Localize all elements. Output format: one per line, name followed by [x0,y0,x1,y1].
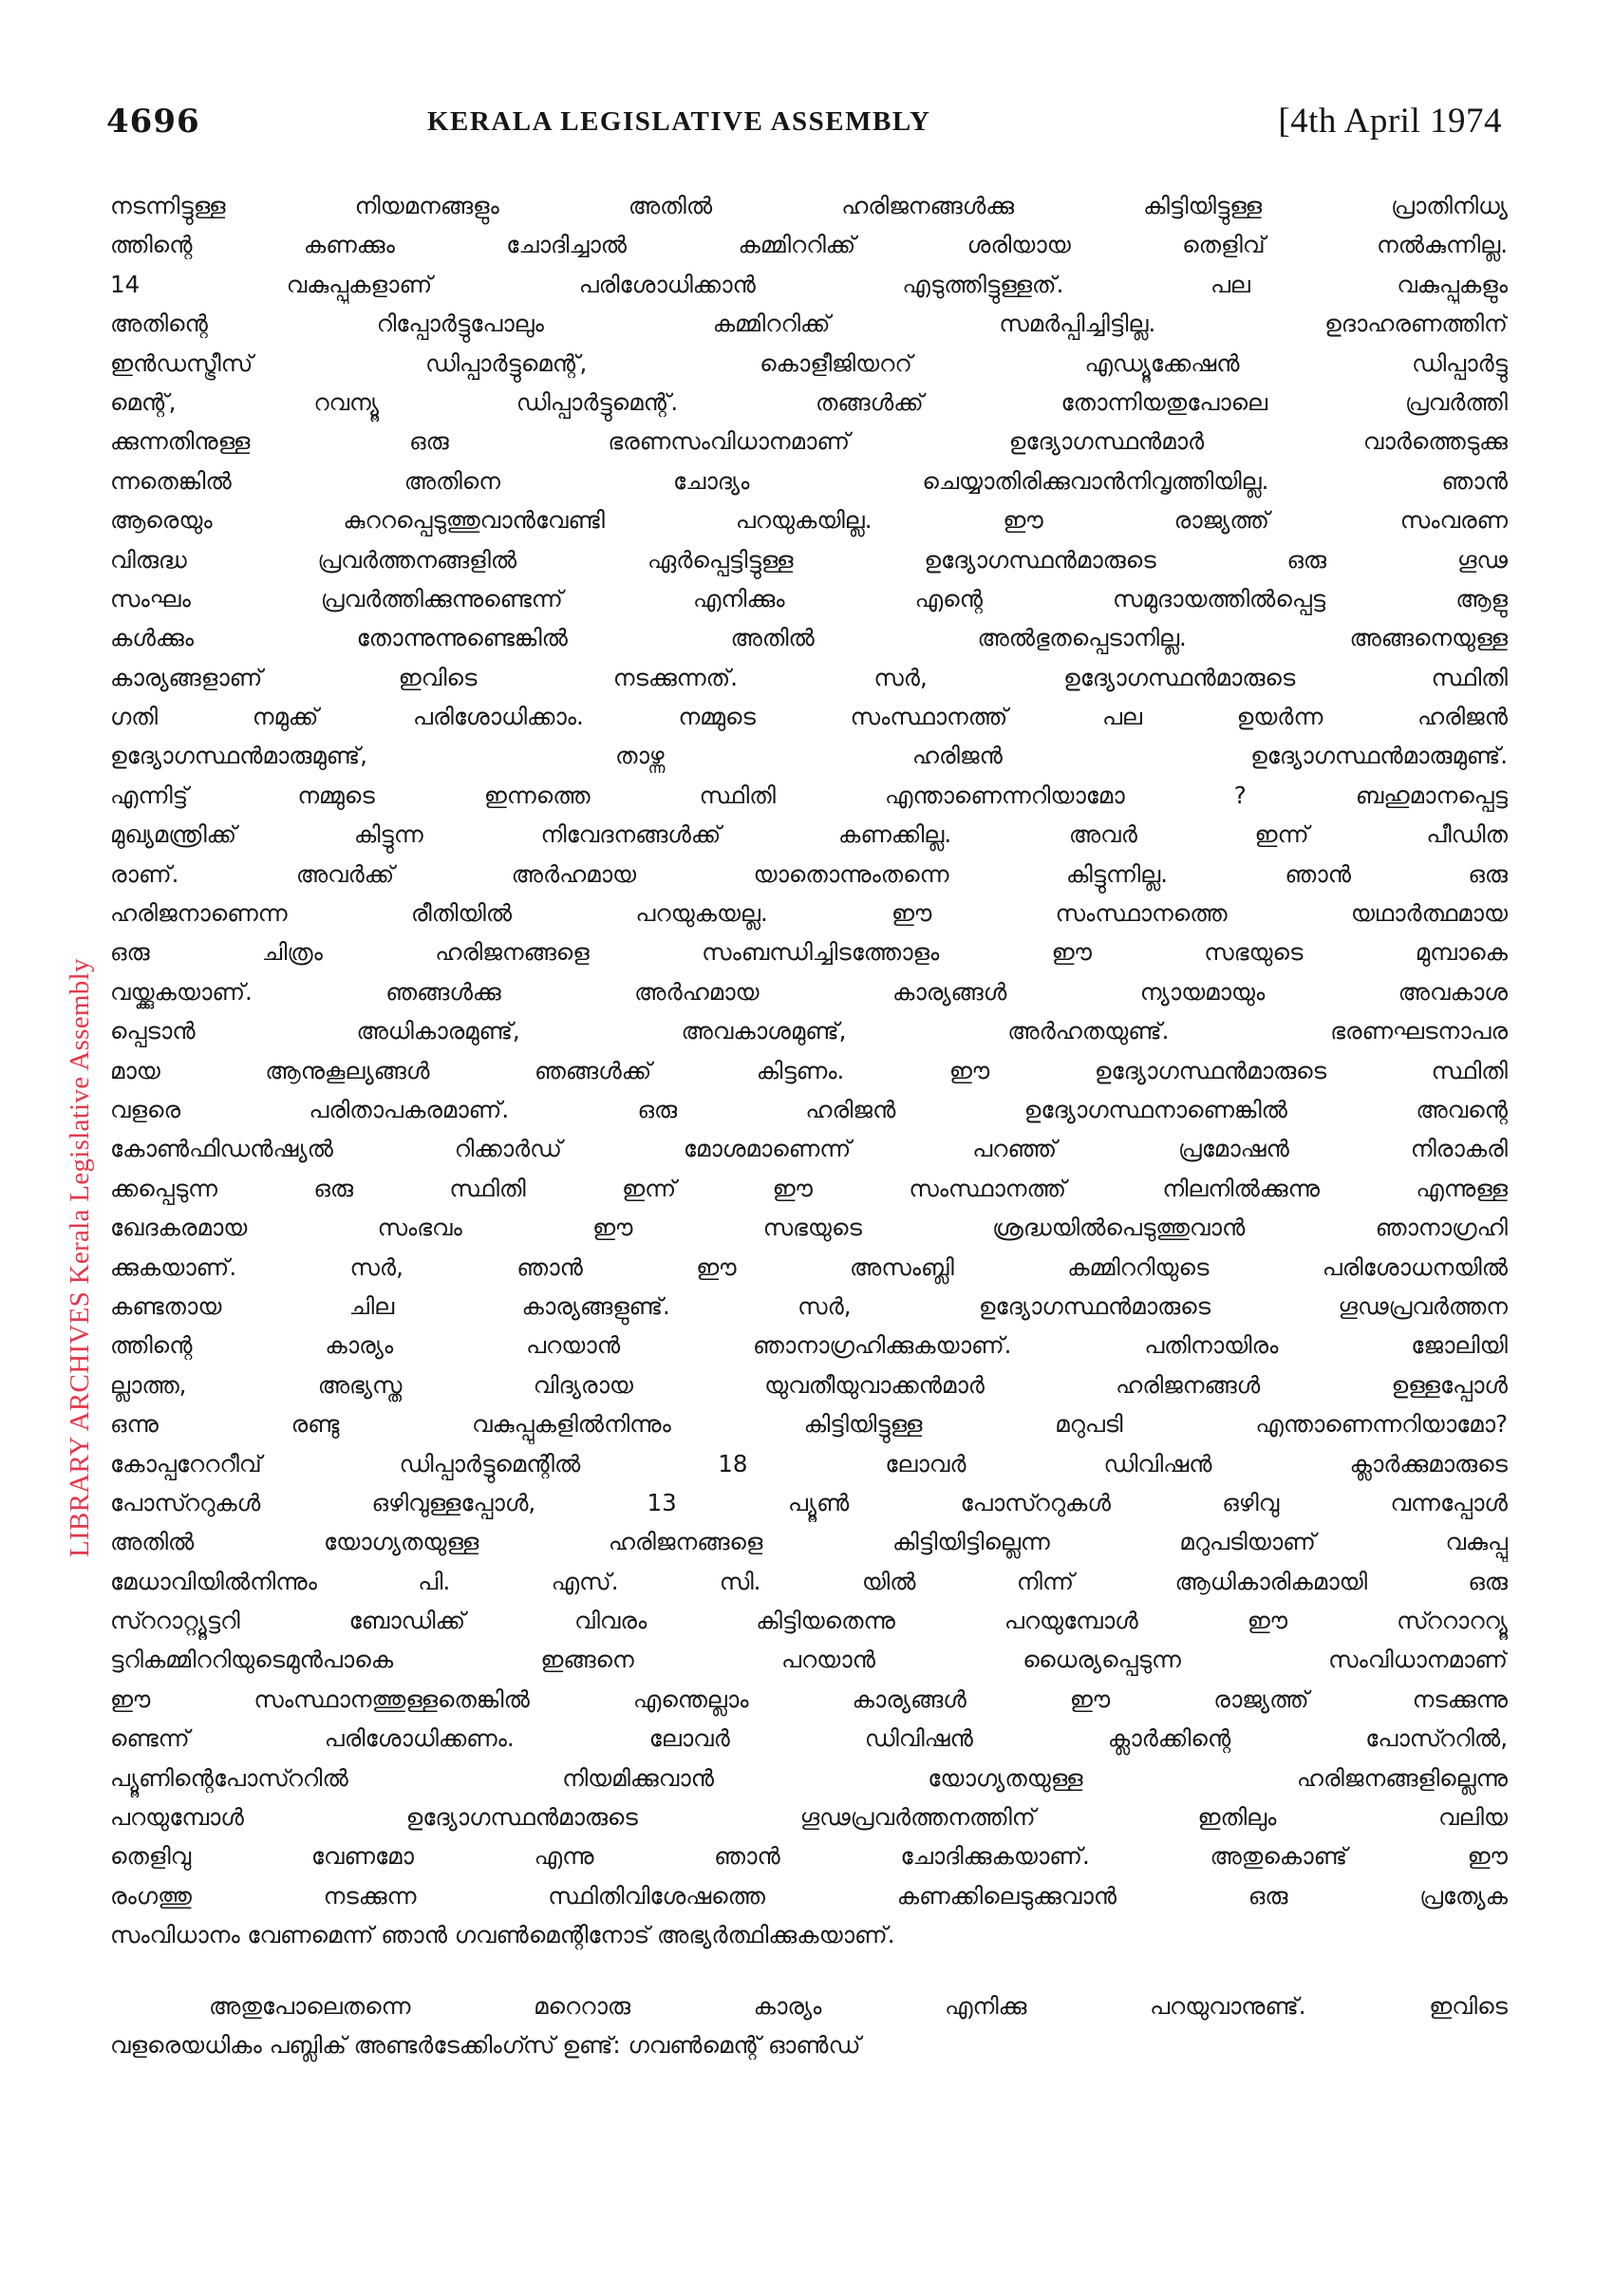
text-line: പറയുമ്പോൾ ഉദ്യോഗസ്ഥൻമാരുടെ ഗൂഢപ്രവർത്തനത്തിന് ഇതിലും വലിയ [110,1803,1508,1832]
text-line: സംഘം പ്രവർത്തിക്കുന്നുണ്ടെന്ന് എനിക്കും എന്റെ സമുദായത്തിൽപ്പെട്ട ആളു [110,584,1508,612]
text-line: ഹരിജനാണെന്ന രീതിയിൽ പറയുകയല്ല. ഈ സംസ്ഥാനത്തെ യഥാർത്ഥമായ [110,899,1508,928]
running-title: KERALA LEGISLATIVE ASSEMBLY [427,106,931,137]
text-line: കോപ്പറേററീവ് ഡിപ്പാർട്ടുമെന്റിൽ 18 ലോവർ ഡിവിഷൻ ക്ലാർക്കുമാരുടെ [110,1449,1508,1477]
text-line: ഒരു ചിത്രം ഹരിജനങ്ങളെ സംബന്ധിച്ചിടത്തോളം ഈ സഭയുടെ മുമ്പാകെ [110,938,1508,967]
text-line: ത്തിന്റെ കാര്യം പറയാൻ ഞാനാഗ്രഹിക്കുകയാണ്. പതിനായിരം ജോലിയി [110,1331,1508,1360]
text-line: എന്നിട്ട് നമ്മുടെ ഇന്നത്തെ സ്ഥിതി എന്താണെന്നറിയാമോ ? ബഹുമാനപ്പെട്ട [110,781,1508,809]
text-line: വളരെയധികം പബ്ലിക് അണ്ടർടേക്കിംഗ്സ് ഉണ്ട്: ഗവൺമെന്റ് ഓൺഡ് [110,2030,861,2059]
page-number: 4696 [106,103,200,141]
text-line: വയ്ക്കുകയാണ്. ഞങ്ങൾക്കു അർഹമായ കാര്യങ്ങൾ ന്യായമായും അവകാശ [110,977,1508,1006]
text-line: വളരെ പരിതാപകരമാണ്. ഒരു ഹരിജൻ ഉദ്യോഗസ്ഥനാണെങ്കിൽ അവന്റെ [110,1095,1508,1123]
text-line: ഒന്നു രണ്ടു വകുപ്പുകളിൽനിന്നും കിട്ടിയിട്ടുള്ള മറുപടി എന്താണെന്നറിയാമോ? [110,1410,1508,1439]
text-line: ഗതി നമുക്ക് പരിശോധിക്കാം. നമ്മുടെ സംസ്ഥാനത്ത് പല ഉയർന്ന ഹരിജൻ [110,703,1508,731]
paragraph [110,186,1508,1955]
text-line: ആരെയും കുററപ്പെടുത്തുവാൻവേണ്ടി പറയുകയില്ല. ഈ രാജ്യത്ത് സംവരണ [110,506,1508,535]
paragraph [110,1986,1508,2065]
text-line: ഇൻഡസ്ട്രീസ് ഡിപ്പാർട്ടുമെന്റ്, കൊളീജിയററ് എഡ്യൂക്കേഷൻ ഡിപ്പാർട്ടു [110,348,1508,377]
text-line: ന്നതെങ്കിൽ അതിനെ ചോദ്യം ചെയ്യാതിരിക്കുവാൻനിവൃത്തിയില്ല. ഞാൻ [110,466,1508,495]
text-line: ഈ സംസ്ഥാനത്തുള്ളതെങ്കിൽ എന്തെല്ലാം കാര്യങ്ങൾ ഈ രാജ്യത്ത് നടക്കുന്നു [110,1684,1508,1713]
paragraph-gap [110,1955,1508,1986]
text-line: ഖേദകരമായ സംഭവം ഈ സഭയുടെ ശ്രദ്ധയിൽപെടുത്തുവാൻ ഞാനാഗ്രഹി [110,1214,1508,1242]
text-line: ഉദ്യോഗസ്ഥൻമാരുമുണ്ട്, താഴ്ന്ന ഹരിജൻ ഉദ്യോഗസ്ഥൻമാരുമുണ്ട്. [110,742,1508,770]
text-line: ക്കപ്പെടുന്ന ഒരു സ്ഥിതി ഇന്ന് ഈ സംസ്ഥാനത്ത് നിലനിൽക്കുന്നു എന്നുള്ള [110,1174,1508,1202]
text-line: ട്ടറികമ്മിററിയുടെമുൻപാകെ ഇങ്ങനെ പറയാൻ ധൈര്യപ്പെടുന്ന സംവിധാനമാണ് [110,1646,1508,1674]
text-line: രാണ്. അവർക്ക് അർഹമായ യാതൊന്നുംതന്നെ കിട്ടുന്നില്ല. ഞാൻ ഒരു [110,859,1508,888]
header-date: [4th April 1974 [1278,102,1502,141]
text-line: പോസ്ററുകൾ ഒഴിവുള്ളപ്പോൾ, 13 പ്യൂൺ പോസ്ററുകൾ ഒഴിവു വന്നപ്പോൾ [110,1488,1508,1516]
text-line: ണ്ടെന്ന് പരിശോധിക്കണം. ലോവർ ഡിവിഷൻ ക്ലാർക്കിന്റെ പോസ്ററിൽ, [110,1724,1508,1753]
text-line: തെളിവു വേണമോ എന്നു ഞാൻ ചോദിക്കുകയാണ്. അതുകൊണ്ട് ഈ [110,1842,1508,1871]
text-line: ക്കുന്നതിനുള്ള ഒരു ഭരണസംവിധാനമാണ് ഉദ്യോഗസ്ഥൻമാർ വാർത്തെടുക്കു [110,427,1508,456]
text-line: 14 വകുപ്പുകളാണ് പരിശോധിക്കാൻ എടുത്തിട്ടുള്ളത്. പല വകുപ്പുകളും [110,270,1508,298]
text-line: ക്കുകയാണ്. സർ, ഞാൻ ഈ അസംബ്ലി കമ്മിററിയുടെ പരിശോധനയിൽ [110,1252,1508,1281]
body-text [110,186,1508,2064]
archive-watermark: LIBRARY ARCHIVES Kerala Legislative Assembly [65,958,95,1557]
text-line: കണ്ടതായ ചില കാര്യങ്ങളുണ്ട്. സർ, ഉദ്യോഗസ്ഥൻമാരുടെ ഗൂഢപ്രവർത്തന [110,1291,1508,1320]
text-line: രംഗത്തു നടക്കുന്ന സ്ഥിതിവിശേഷത്തെ കണക്കിലെടുക്കുവാൻ ഒരു പ്രത്യേക [110,1881,1508,1910]
text-line: അതിന്റെ റിപ്പോർട്ടുപോലും കമ്മിററിക്ക് സമർപ്പിച്ചിട്ടില്ല. ഉദാഹരണത്തിന് [110,310,1508,338]
text-line: പ്പെടാൻ അധികാരമുണ്ട്, അവകാശമുണ്ട്, അർഹതയുണ്ട്. ഭരണഘടനാപര [110,1017,1508,1045]
text-line: മുഖ്യമന്ത്രിക്ക് കിട്ടുന്ന നിവേദനങ്ങൾക്ക് കണക്കില്ല. അവർ ഇന്ന് പീഡിത [110,820,1508,849]
text-line: സ്ററാറ്റ്യൂട്ടറി ബോഡിക്ക് വിവരം കിട്ടിയതെന്നു പറയുമ്പോൾ ഈ സ്ററാററ്യൂ [110,1607,1508,1635]
text-line: മായ ആനുകൂല്യങ്ങൾ ഞങ്ങൾക്ക് കിട്ടണം. ഈ ഉദ്യോഗസ്ഥൻമാരുടെ സ്ഥിതി [110,1056,1508,1084]
text-line: കോൺഫിഡൻഷ്യൽ റിക്കാർഡ് മോശമാണെന്ന് പറഞ്ഞ് പ്രമോഷൻ നിരാകരി [110,1135,1508,1163]
text-line: സംവിധാനം വേണമെന്ന് ഞാൻ ഗവൺമെന്റിനോട് അഭ്യർത്ഥിക്കുകയാണ്. [110,1921,895,1949]
text-line: വിരുദ്ധ പ്രവർത്തനങ്ങളിൽ ഏർപ്പെട്ടിട്ടുള്ള ഉദ്യോഗസ്ഥൻമാരുടെ ഒരു ഗൂഢ [110,545,1508,574]
text-line: അതുപോലെതന്നെ മറെറാരു കാര്യം എനിക്കു പറയുവാനുണ്ട്. ഇവിടെ [209,1991,1508,2020]
text-line: മെന്റ്, റവന്യൂ ഡിപ്പാർട്ടുമെന്റ്. തങ്ങൾക്ക് തോന്നിയതുപോലെ പ്രവർത്തി [110,387,1508,416]
text-line: അതിൽ യോഗ്യതയുള്ള ഹരിജനങ്ങളെ കിട്ടിയിട്ടില്ലെന്ന മറുപടിയാണ് വകുപ്പു [110,1528,1508,1556]
text-line: മേധാവിയിൽനിന്നും പി. എസ്. സി. യിൽ നിന്ന് ആധികാരികമായി ഒരു [110,1567,1508,1595]
page-header [106,103,1502,150]
text-line: ല്ലാത്ത, അഭ്യസ്ത വിദ്യരായ യുവതീയുവാക്കൻമാർ ഹരിജനങ്ങൾ ഉള്ളപ്പോൾ [110,1370,1508,1399]
text-line: പ്യൂണിന്റെപോസ്ററിൽ നിയമിക്കുവാൻ യോഗ്യതയുള്ള ഹരിജനങ്ങളില്ലെന്നു [110,1763,1508,1792]
text-line: കൾക്കും തോന്നുന്നുണ്ടെങ്കിൽ അതിൽ അൽഭുതപ്പെടാനില്ല. അങ്ങനെയുള്ള [110,624,1508,652]
text-line: കാര്യങ്ങളാണ് ഇവിടെ നടക്കുന്നത്. സർ, ഉദ്യോഗസ്ഥൻമാരുടെ സ്ഥിതി [110,663,1508,691]
text-line: ത്തിന്റെ കണക്കും ചോദിച്ചാൽ കമ്മിററിക്ക് ശരിയായ തെളിവ് നൽകുന്നില്ല. [110,231,1508,259]
text-line: നടന്നിട്ടുള്ള നിയമനങ്ങളും അതിൽ ഹരിജനങ്ങൾക്കു കിട്ടിയിട്ടുള്ള പ്രാതിനിധ്യ [110,192,1508,219]
